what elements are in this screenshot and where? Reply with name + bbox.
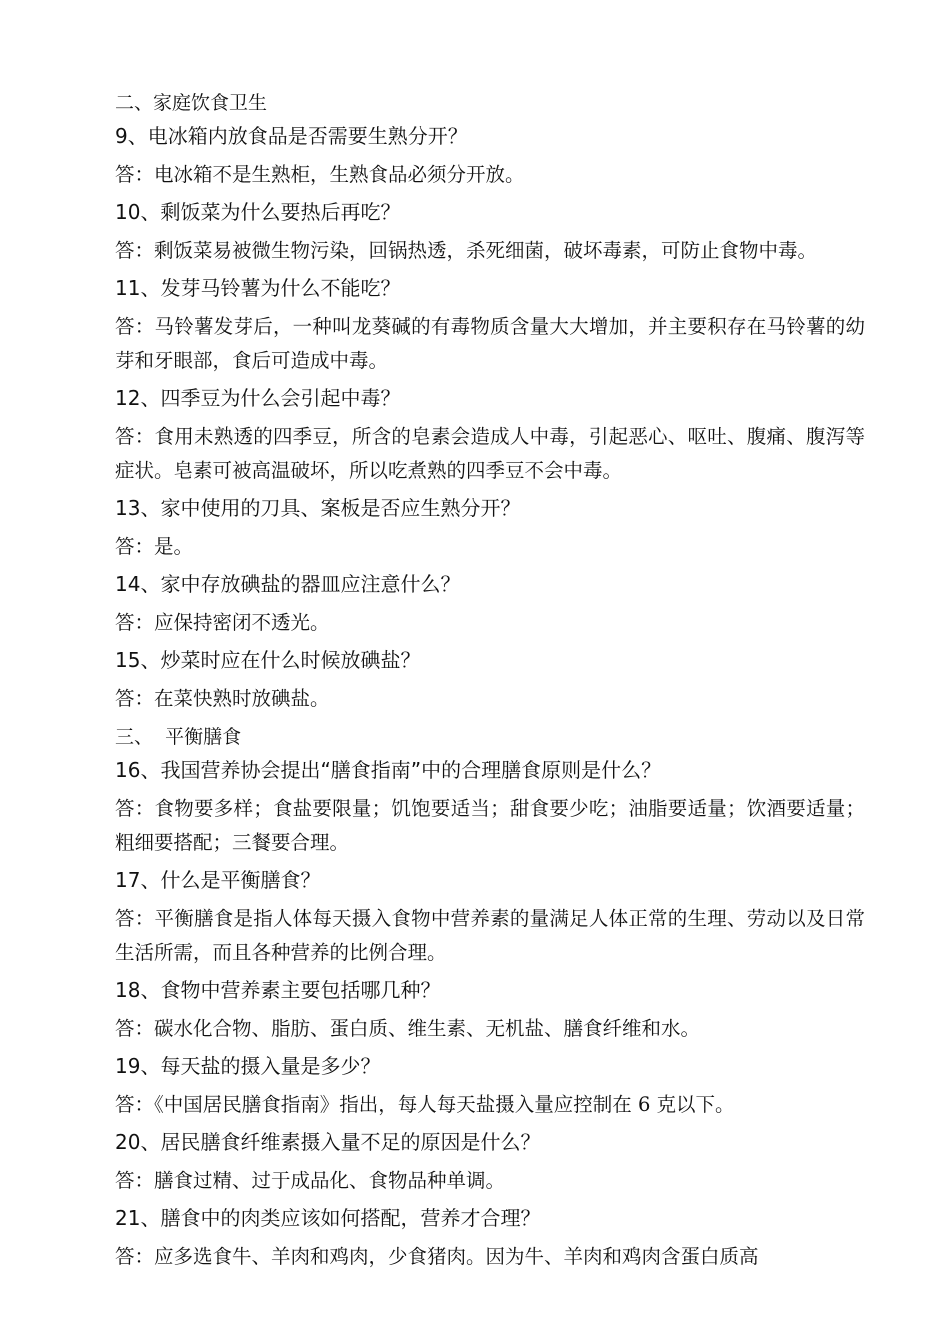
answer-21: 答：应多选食牛、羊肉和鸡肉，少食猪肉。因为牛、羊肉和鸡肉含蛋白质高 [115, 1245, 759, 1268]
answer-9: 答：电冰箱不是生熟柜，生熟食品必须分开放。 [115, 163, 525, 186]
answer-20: 答：膳食过精、过于成品化、食物品种单调。 [115, 1169, 506, 1192]
answer-12: 答：食用未熟透的四季豆，所含的皂素会造成人中毒，引起恶心、呕吐、腹痛、腹泻等症状。皂素可被高温破坏，所以吃煮熟的四季豆不会中毒。 [115, 425, 865, 482]
question-14: 14、家中存放碘盐的器皿应注意什么？ [115, 572, 461, 596]
question-21: 21、膳食中的肉类应该如何搭配，营养才合理？ [115, 1206, 541, 1230]
answer-16: 答：食物要多样；食盐要限量；饥饱要适当；甜食要少吃；油脂要适量；饮酒要适量；粗细要搭配；三餐要合理。 [115, 797, 865, 854]
answer-17: 答：平衡膳食是指人体每天摄入食物中营养素的量满足人体正常的生理、劳动以及日常生活所需，而且各种营养的比例合理。 [115, 907, 865, 964]
question-10: 10、剩饭菜为什么要热后再吃？ [115, 200, 401, 224]
question-19: 19、每天盐的摄入量是多少？ [115, 1054, 381, 1078]
question-20: 20、居民膳食纤维素摄入量不足的原因是什么？ [115, 1130, 541, 1154]
question-9: 9、电冰箱内放食品是否需要生熟分开？ [115, 124, 468, 148]
question-17: 17、什么是平衡膳食？ [115, 868, 321, 892]
question-16: 16、我国营养协会提出“膳食指南”中的合理膳食原则是什么？ [115, 758, 662, 782]
answer-19: 答：《中国居民膳食指南》指出，每人每天盐摄入量应控制在 6 克以下。 [115, 1093, 735, 1116]
answer-14: 答：应保持密闭不透光。 [115, 611, 330, 634]
answer-18: 答：碳水化合物、脂肪、蛋白质、维生素、无机盐、膳食纤维和水。 [115, 1017, 701, 1040]
question-12: 12、四季豆为什么会引起中毒？ [115, 386, 401, 410]
question-15: 15、炒菜时应在什么时候放碘盐？ [115, 648, 421, 672]
answer-15: 答：在菜快熟时放碘盐。 [115, 687, 330, 710]
document-page [115, 86, 865, 1278]
section-heading-3: 三、 平衡膳食 [115, 726, 242, 748]
question-13: 13、家中使用的刀具、案板是否应生熟分开？ [115, 496, 521, 520]
question-18: 18、食物中营养素主要包括哪几种？ [115, 978, 441, 1002]
section-heading-2: 二、家庭饮食卫生 [115, 92, 268, 114]
answer-13: 答：是。 [115, 535, 194, 558]
question-11: 11、发芽马铃薯为什么不能吃？ [115, 276, 401, 300]
answer-10: 答：剩饭菜易被微生物污染，回锅热透，杀死细菌，破坏毒素，可防止食物中毒。 [115, 239, 818, 262]
answer-11: 答：马铃薯发芽后，一种叫龙葵碱的有毒物质含量大大增加，并主要积存在马铃薯的幼芽和牙眼部，食后可造成中毒。 [115, 315, 865, 372]
